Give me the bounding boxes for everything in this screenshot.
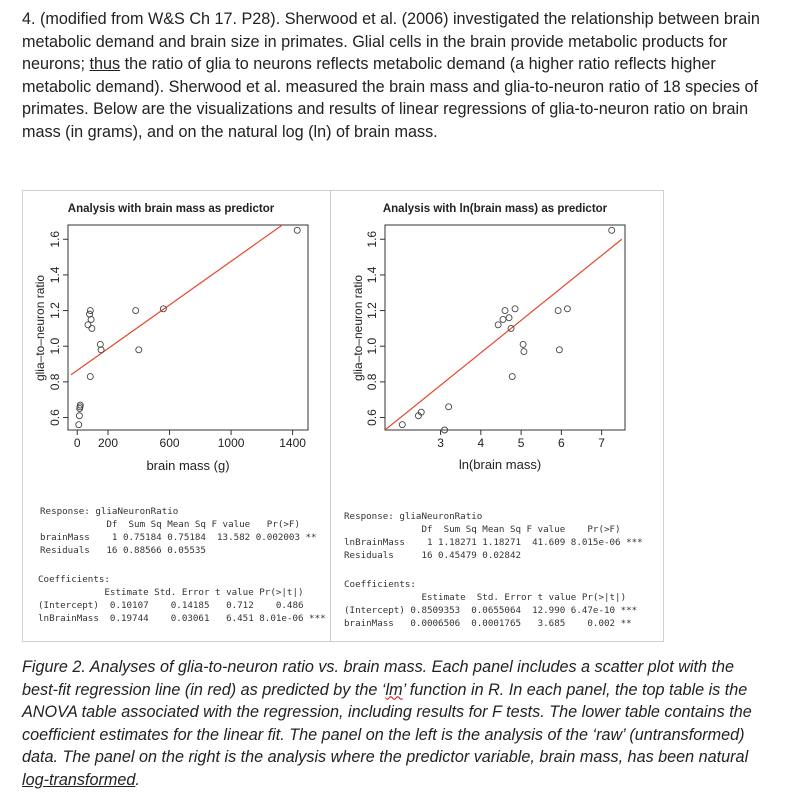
left-anova-table	[40, 505, 317, 557]
right-scatter-plot	[340, 195, 650, 485]
left-data-point	[136, 347, 142, 353]
left-points-group	[76, 227, 300, 427]
right-x-tick-label: 5	[517, 436, 525, 450]
right-fit-line-group	[385, 239, 622, 430]
left-coef-title: Coefficients:	[38, 574, 110, 585]
right-y-tick-label: 1.6	[365, 230, 379, 248]
right-data-point	[512, 306, 518, 312]
left-data-point	[88, 316, 94, 322]
left-fit-line	[71, 209, 305, 375]
right-data-point	[521, 349, 527, 355]
left-data-point	[133, 308, 139, 314]
left-data-point	[76, 413, 82, 419]
right-data-point	[564, 306, 570, 312]
left-scatter-plot	[28, 195, 338, 485]
right-data-point	[500, 316, 506, 322]
right-coef-table	[344, 578, 637, 630]
right-coef-row: brainMass 0.0006506 0.0001765 3.685 0.002 **	[344, 618, 632, 629]
left-y-tick-label: 0.8	[48, 373, 62, 391]
figure-caption: Figure 2. Analyses of glia-to-neuron ratio vs. brain mass. Each panel includes a scatter plot with the best-fit regression line (in red) as predicted by the ‘lm’ function in R. In each panel, the top table is the ANOVA table associated with the regression, including results for F tests. The lower table contains the coefficient estimates for the linear fit. The panel on the left is the analysis of the ‘raw’ (untransformed) data. The panel on the right is the analysis where the predictor variable, brain mass, has been natural log-transformed.	[22, 658, 752, 789]
left-x-tick-label: 1400	[279, 436, 306, 450]
left-data-point	[294, 227, 300, 233]
right-fit-line	[385, 239, 622, 430]
log-transformed-word: log-transformed	[22, 770, 136, 789]
question-text: 4. (modified from W&S Ch 17. P28). Sherwood et al. (2006) investigated the relationship between brain metabolic demand and brain size in primates. Glial cells in the brain provide metabolic products for neurons; thus the ratio of glia to neurons reflects metabolic demand (a higher ratio reflects higher metabolic demand). Sherwood et al. measured the brain mass and glia-to-neuron ratio of 18 species of primates. Below are the visualizations and results of linear regressions of glia-to-neuron ratio on brain mass (in grams), and on the natural log (ln) of brain mass.	[22, 10, 760, 141]
left-coef-header: Estimate Std. Error t value Pr(>|t|)	[38, 587, 304, 598]
right-plot-box	[385, 225, 625, 430]
right-anova-response: Response: gliaNeuronRatio	[344, 511, 483, 522]
right-data-point	[555, 308, 561, 314]
left-x-label: brain mass (g)	[146, 458, 230, 473]
left-anova-row: Residuals 16 0.88566 0.05535	[40, 545, 206, 556]
left-x-tick-label: 200	[97, 436, 119, 450]
right-x-tick-label: 4	[477, 436, 485, 450]
left-x-tick-label: 0	[73, 436, 81, 450]
left-anova-row: brainMass 1 0.75184 0.75184 13.582 0.002003 **	[40, 532, 317, 543]
left-data-point	[76, 422, 82, 428]
right-data-point	[446, 404, 452, 410]
right-coef-title: Coefficients:	[344, 579, 416, 590]
right-data-point	[506, 315, 512, 321]
left-y-tick-label: 0.6	[48, 409, 62, 426]
right-x-tick-label: 7	[598, 436, 605, 450]
right-x-label: ln(brain mass)	[458, 457, 542, 472]
right-data-point	[509, 374, 515, 380]
left-x-tick-label: 600	[159, 436, 180, 450]
right-data-point	[502, 308, 508, 314]
left-fit-line-group	[71, 209, 305, 375]
left-data-point	[87, 374, 93, 380]
right-anova-table	[344, 510, 643, 562]
right-anova-header: Df Sum Sq Mean Sq F value Pr(>F)	[344, 524, 621, 535]
right-y-tick-label: 0.8	[365, 373, 379, 391]
right-anova-row: Residuals 16 0.45479 0.02842	[344, 550, 522, 561]
left-plot-box	[68, 225, 308, 430]
left-y-tick-label: 1.0	[48, 337, 62, 355]
right-y-label: glia–to–neuron ratio	[351, 274, 365, 382]
left-y-label: glia–to–neuron ratio	[33, 274, 47, 382]
right-anova-row: lnBrainMass 1 1.18271 1.18271 41.609 8.015e-06 ***	[344, 537, 643, 548]
left-y-tick-label: 1.4	[48, 266, 62, 284]
left-y-axis	[48, 231, 68, 426]
right-data-point	[399, 422, 405, 428]
right-y-tick-label: 0.6	[365, 409, 379, 426]
right-plot-title: Analysis with ln(brain mass) as predictor	[382, 203, 608, 215]
right-y-tick-label: 1.4	[365, 266, 379, 284]
left-y-tick-label: 1.2	[48, 302, 62, 319]
right-coef-row: (Intercept) 0.8509353 0.0655064 12.990 6.47e-10 ***	[344, 605, 638, 616]
left-coef-row: (Intercept) 0.10107 0.14185 0.712 0.486	[38, 600, 304, 611]
left-data-point	[87, 308, 93, 314]
right-y-tick-label: 1.0	[365, 337, 379, 355]
right-data-point	[609, 227, 615, 233]
right-points-group	[399, 227, 614, 433]
right-data-point	[556, 347, 562, 353]
right-coef-header: Estimate Std. Error t value Pr(>|t|)	[344, 592, 627, 603]
right-data-point	[520, 341, 526, 347]
right-y-axis	[365, 231, 385, 426]
right-x-axis	[437, 430, 605, 450]
lm-word: lm	[385, 680, 403, 699]
right-x-tick-label: 3	[437, 436, 444, 450]
right-x-tick-label: 6	[558, 436, 565, 450]
left-anova-response: Response: gliaNeuronRatio	[40, 506, 179, 517]
thus-word: thus	[89, 55, 121, 73]
left-coef-table	[38, 573, 326, 625]
right-data-point	[495, 322, 501, 328]
right-y-tick-label: 1.2	[365, 302, 379, 319]
left-data-point	[89, 325, 95, 331]
left-plot-title: Analysis with brain mass as predictor	[67, 203, 275, 215]
left-coef-row: lnBrainMass 0.19744 0.03061 6.451 8.01e-06 ***	[38, 613, 326, 624]
left-x-tick-label: 1000	[217, 436, 245, 450]
left-x-axis	[74, 430, 306, 450]
left-anova-header: Df Sum Sq Mean Sq F value Pr(>F)	[40, 519, 300, 530]
left-y-tick-label: 1.6	[48, 230, 62, 248]
